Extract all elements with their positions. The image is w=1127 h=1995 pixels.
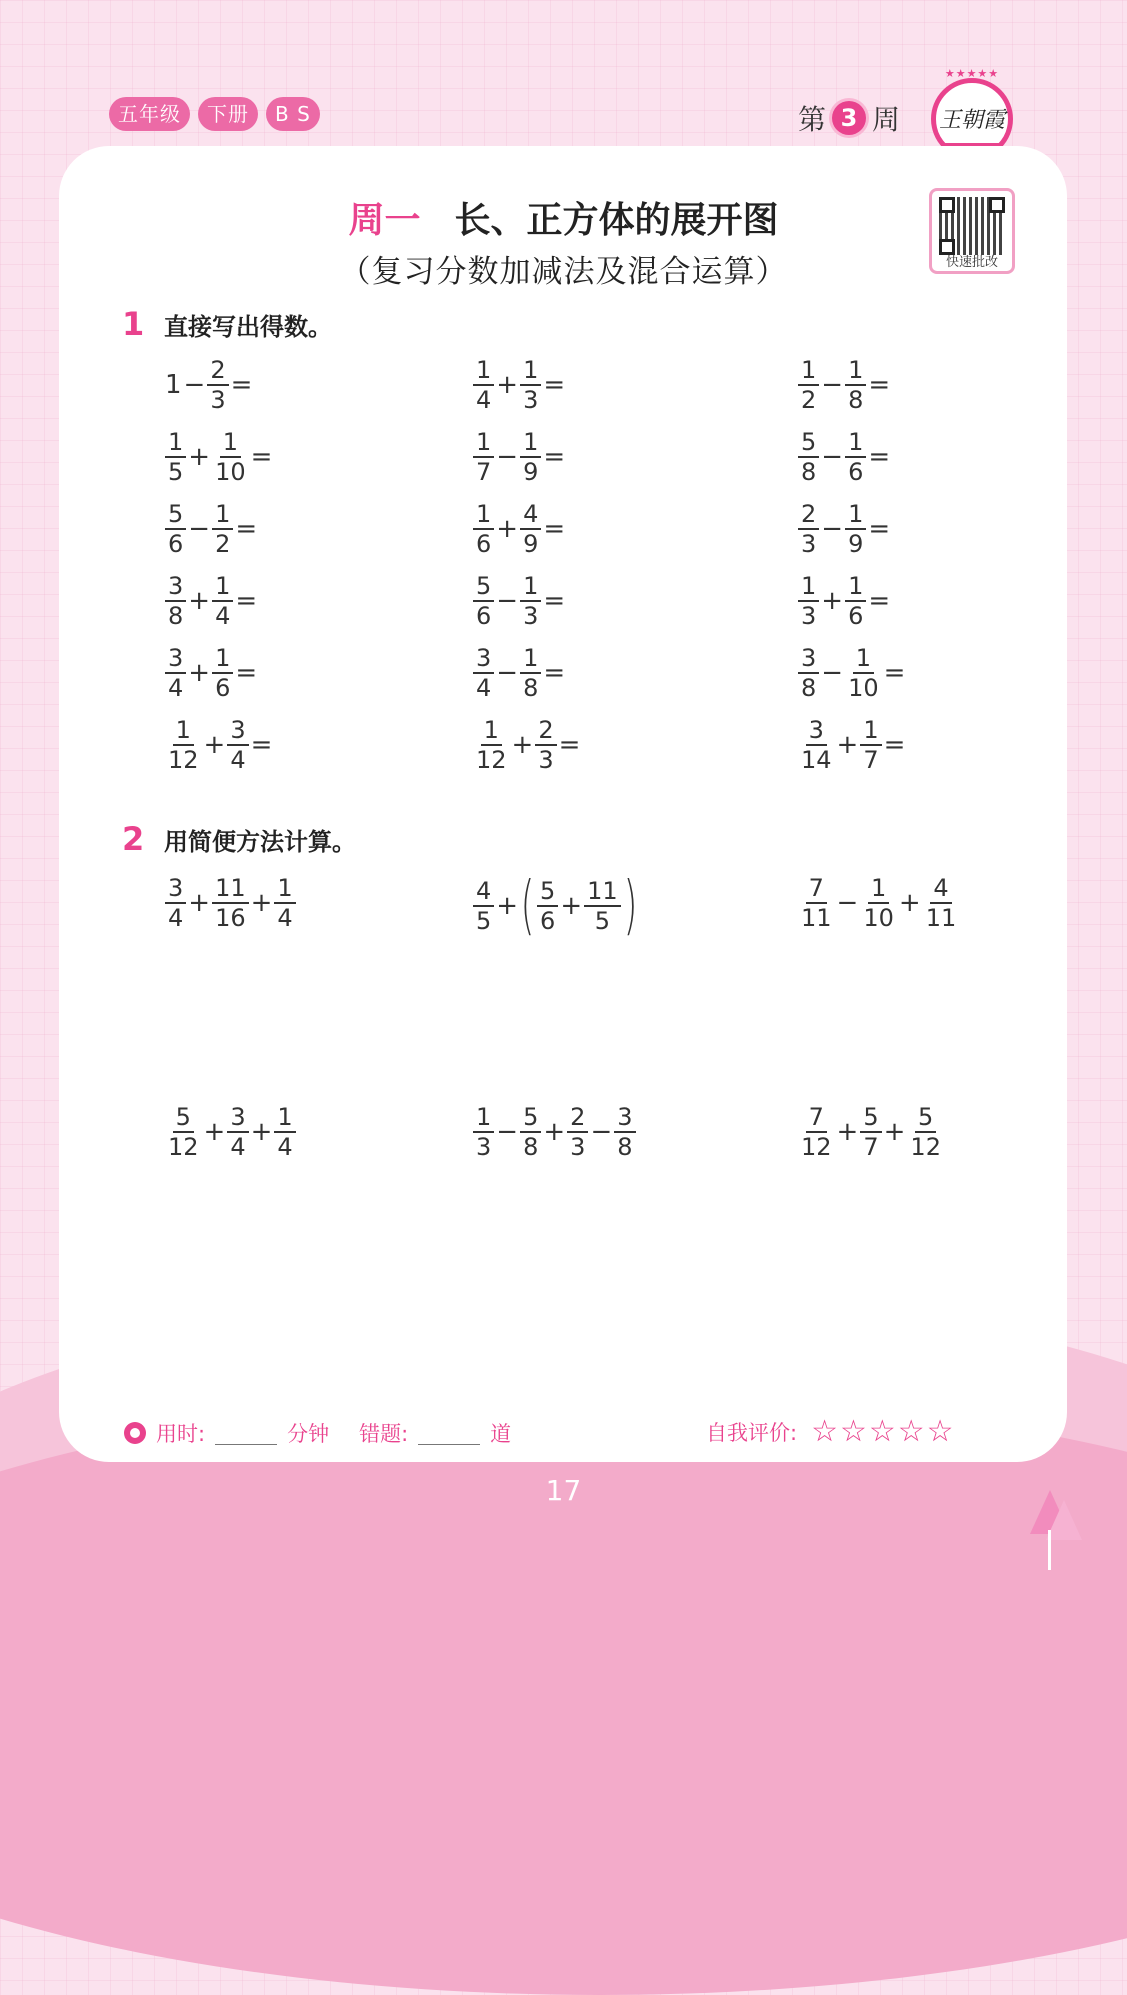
tree-icon [1046,1500,1082,1540]
numerator: 3 [473,644,494,674]
denominator: 3 [523,602,539,630]
fraction [860,874,897,932]
fraction [212,874,249,932]
operator: − [188,514,211,544]
section-1-problem [164,428,273,486]
denominator: 3 [538,746,554,774]
numerator: 3 [806,716,827,746]
operator: = [868,514,891,544]
numerator: 1 [520,644,541,674]
operator: + [203,730,226,760]
operator: + [836,730,859,760]
fraction [473,572,494,630]
denominator: 9 [523,458,539,486]
fraction [473,500,494,558]
time-label: 用时: [156,1422,206,1446]
section-1-problem [472,644,566,702]
denominator: 6 [540,907,556,935]
section-1-problem [164,500,258,558]
numerator: 1 [473,356,494,386]
numerator: 1 [798,356,819,386]
fraction [165,572,186,630]
rating-label: 自我评价: [706,1420,798,1445]
fraction [473,716,510,774]
numerator: 3 [227,1103,248,1133]
fraction [520,500,541,558]
section-1-problem [797,356,891,414]
brand-logo: 王朝霞 [938,108,1005,133]
numerator: 2 [567,1103,588,1133]
fraction [520,572,541,630]
operator: + [203,1117,226,1147]
denominator: 4 [277,904,293,932]
denominator: 8 [168,602,184,630]
numerator: 5 [473,572,494,602]
denominator: 12 [168,746,199,774]
fraction [845,644,882,702]
numerator: 1 [860,716,881,746]
denominator: 9 [523,530,539,558]
section-1-problem [797,500,891,558]
fraction [212,644,233,702]
operator: − [821,514,844,544]
numerator: 3 [165,644,186,674]
grade-tags [109,97,320,131]
fraction [537,877,558,935]
denominator: 9 [848,530,864,558]
numerator: 5 [915,1103,936,1133]
operator: − [496,1117,519,1147]
numerator: 5 [173,1103,194,1133]
operator: + [543,1117,566,1147]
numerator: 1 [853,644,874,674]
denominator: 6 [848,602,864,630]
operator: + [496,370,519,400]
fraction [845,356,866,414]
section-2-problem [797,1103,945,1161]
numerator: 7 [806,874,827,904]
numerator: 1 [520,572,541,602]
numerator: 1 [868,874,889,904]
denominator: 3 [570,1133,586,1161]
section-2-heading [122,820,356,858]
fraction [798,572,819,630]
denominator: 3 [476,1133,492,1161]
operator: = [235,586,258,616]
operator: + [188,586,211,616]
title-day: 周一 [348,200,421,241]
numerator: 1 [212,500,233,530]
fraction [798,1103,835,1161]
fraction [520,1103,541,1161]
numerator: 1 [274,1103,295,1133]
footer-rating [706,1414,956,1449]
numerator: 2 [798,500,819,530]
denominator: 10 [848,674,879,702]
fraction [567,1103,588,1161]
week-suffix: 周 [872,103,901,136]
worksheet-card [59,146,1067,1462]
denominator: 4 [230,746,246,774]
denominator: 4 [168,904,184,932]
qr-label: 快速批改 [945,255,998,270]
denominator: 7 [863,746,879,774]
fraction [798,356,819,414]
operator: − [183,370,206,400]
denominator: 8 [523,674,539,702]
numerator: 2 [535,716,556,746]
operator: + [496,514,519,544]
title-topic: 长、正方体的展开图 [454,200,779,241]
operator: + [188,442,211,472]
operator: = [558,730,581,760]
fraction [798,428,819,486]
denominator: 8 [617,1133,633,1161]
section-2-problem [797,874,960,932]
denominator: 6 [476,602,492,630]
denominator: 3 [801,530,817,558]
section-1-problem [472,716,581,774]
section-number: 2 [122,820,145,858]
rating-stars-icon[interactable]: ☆☆☆☆☆ [811,1414,956,1449]
denominator: 4 [230,1133,246,1161]
fraction [798,716,835,774]
operator: − [821,442,844,472]
numerator: 11 [584,877,621,907]
fraction [473,356,494,414]
numerator: 1 [212,644,233,674]
fraction [165,644,186,702]
denominator: 3 [801,602,817,630]
fraction [535,716,556,774]
fraction [212,572,233,630]
denominator: 12 [476,746,507,774]
denominator: 11 [801,904,832,932]
fraction [165,716,202,774]
numerator: 1 [845,428,866,458]
operator: − [836,888,859,918]
fraction [923,874,960,932]
operator: + [821,586,844,616]
operator: + [496,891,519,921]
operator: + [188,888,211,918]
operator: = [250,730,273,760]
fraction [520,428,541,486]
integer: 1 [165,370,182,400]
denominator: 10 [215,458,246,486]
section-1-heading [122,305,332,343]
numerator: 5 [798,428,819,458]
denominator: 6 [476,530,492,558]
fraction [227,716,248,774]
numerator: 1 [220,428,241,458]
section-1-problem [797,716,906,774]
section-1-problem [472,572,566,630]
denominator: 11 [925,904,957,932]
fraction [212,428,249,486]
fraction [798,874,835,932]
numerator: 3 [165,874,186,904]
section-number: 1 [122,305,145,343]
denominator: 12 [910,1133,941,1161]
time-blank[interactable] [215,1422,277,1445]
section-1-problem [472,356,566,414]
denominator: 6 [848,458,864,486]
fraction [614,1103,635,1161]
numerator: 7 [806,1103,827,1133]
fraction [473,428,494,486]
numerator: 4 [930,874,951,904]
operator: = [235,658,258,688]
section-1-problem [164,644,258,702]
operator: = [543,514,566,544]
operator: = [543,658,566,688]
fraction [207,356,228,414]
numerator: 1 [473,1103,494,1133]
fraction [274,874,295,932]
edition-tag: B S [266,97,320,131]
numerator: 1 [165,428,186,458]
numerator: 1 [481,716,502,746]
denominator: 4 [168,674,184,702]
section-2-problem [472,1103,637,1161]
errors-unit: 道 [490,1422,512,1446]
qr-corner-icon [939,197,955,213]
grade-tag: 五年级 [109,97,190,131]
numerator: 3 [614,1103,635,1133]
page-subtitle: （复习分数加减法及混合运算） [339,254,788,290]
fraction [227,1103,248,1161]
denominator: 6 [168,530,184,558]
fraction [860,716,881,774]
operator: + [250,1117,273,1147]
denominator: 10 [863,904,894,932]
denominator: 8 [801,458,817,486]
section-title: 直接写出得数。 [164,312,332,341]
operator: = [543,586,566,616]
section-2-problem [164,1103,297,1161]
fraction [845,500,866,558]
numerator: 5 [537,877,558,907]
denominator: 4 [277,1133,293,1161]
denominator: 7 [476,458,492,486]
operator: − [590,1117,613,1147]
operator: = [250,442,273,472]
numerator: 1 [473,500,494,530]
numerator: 1 [845,356,866,386]
operator: = [883,730,906,760]
operator: + [511,730,534,760]
denominator: 4 [476,386,492,414]
denominator: 4 [476,674,492,702]
fraction [165,500,186,558]
fraction [798,644,819,702]
section-1-problem [472,500,566,558]
numerator: 3 [798,644,819,674]
fraction [165,428,186,486]
section-1-problem [797,572,891,630]
numerator: 1 [212,572,233,602]
numerator: 3 [165,572,186,602]
fraction [473,644,494,702]
numerator: 3 [227,716,248,746]
numerator: 5 [165,500,186,530]
denominator: 14 [801,746,832,774]
denominator: 8 [801,674,817,702]
denominator: 16 [215,904,246,932]
errors-blank[interactable] [418,1422,480,1445]
badge-stars-icon: ★★★★★ [944,67,1000,80]
page-number: 17 [545,1474,582,1507]
numerator: 1 [520,428,541,458]
denominator: 5 [168,458,184,486]
fraction [845,572,866,630]
parenthesis: ( [520,869,535,943]
denominator: 3 [210,386,226,414]
numerator: 1 [520,356,541,386]
denominator: 8 [848,386,864,414]
fraction [520,644,541,702]
operator: + [883,1117,906,1147]
operator: + [250,888,273,918]
fraction [845,428,866,486]
operator: = [543,370,566,400]
operator: − [496,442,519,472]
stopwatch-icon [124,1422,146,1444]
denominator: 8 [523,1133,539,1161]
numerator: 1 [473,428,494,458]
denominator: 5 [476,907,492,935]
errors-label: 错题: [359,1422,409,1446]
week-label [798,98,900,138]
denominator: 5 [594,907,611,935]
parenthesis: ) [623,869,638,943]
numerator: 1 [173,716,194,746]
numerator: 4 [473,877,494,907]
denominator: 12 [168,1133,199,1161]
footer-time [124,1418,511,1448]
numerator: 1 [845,572,866,602]
operator: + [898,888,921,918]
tree-trunk [1048,1530,1051,1570]
operator: + [836,1117,859,1147]
operator: = [230,370,253,400]
term-tag: 下册 [198,97,258,131]
denominator: 7 [863,1133,879,1161]
operator: = [868,370,891,400]
section-1-problem [164,356,253,414]
section-title: 用简便方法计算。 [164,827,356,856]
denominator: 6 [215,674,231,702]
operator: − [496,586,519,616]
numerator: 2 [207,356,228,386]
numerator: 11 [212,874,249,904]
section-1-problem [164,572,258,630]
denominator: 2 [801,386,817,414]
section-1-problem [797,644,906,702]
operator: = [868,586,891,616]
qr-code[interactable] [929,188,1015,274]
qr-corner-icon [989,197,1005,213]
numerator: 1 [845,500,866,530]
numerator: 1 [798,572,819,602]
section-1-problem [797,428,891,486]
operator: = [235,514,258,544]
operator: = [868,442,891,472]
section-2-problem [472,869,639,943]
section-1-problem [164,716,273,774]
fraction [907,1103,944,1161]
fraction [473,877,494,935]
fraction [165,874,186,932]
numerator: 4 [520,500,541,530]
operator: = [883,658,906,688]
section-1-problem [472,428,566,486]
operator: − [821,370,844,400]
numerator: 5 [520,1103,541,1133]
operator: = [543,442,566,472]
operator: − [496,658,519,688]
fraction [212,500,233,558]
week-number: 3 [832,101,866,135]
fraction [520,356,541,414]
denominator: 12 [801,1133,832,1161]
numerator: 5 [860,1103,881,1133]
operator: + [188,658,211,688]
fraction [473,1103,494,1161]
denominator: 4 [215,602,231,630]
operator: − [821,658,844,688]
fraction [274,1103,295,1161]
fraction [798,500,819,558]
fraction [860,1103,881,1161]
fraction [584,877,621,935]
numerator: 1 [274,874,295,904]
section-2-problem [164,874,297,932]
denominator: 2 [215,530,231,558]
week-prefix: 第 [798,103,827,136]
fraction [165,1103,202,1161]
operator: + [560,891,583,921]
denominator: 3 [523,386,539,414]
time-unit: 分钟 [287,1422,330,1446]
